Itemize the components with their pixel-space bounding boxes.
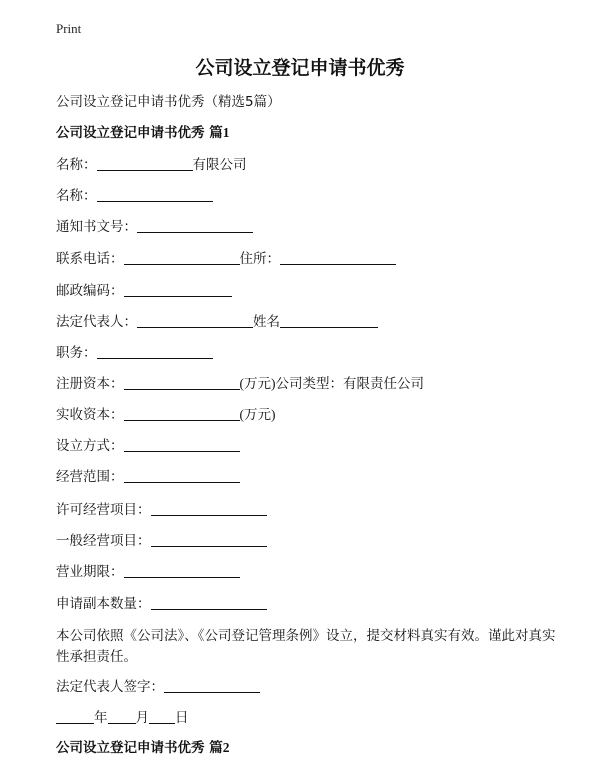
name1-suffix: 有限公司 bbox=[192, 157, 247, 173]
form-row-copies bbox=[56, 595, 267, 613]
scope-field[interactable] bbox=[124, 468, 240, 483]
zip-field[interactable] bbox=[124, 282, 232, 297]
name1-label: 名称： bbox=[56, 157, 97, 173]
rep-name-label: 姓名 bbox=[253, 314, 280, 330]
year-field[interactable] bbox=[56, 709, 94, 724]
phone-field[interactable] bbox=[124, 250, 240, 265]
phone-label: 联系电话： bbox=[56, 251, 124, 267]
page-title: 公司设立登记申请书优秀 bbox=[195, 57, 405, 79]
licensed-label: 许可经营项目： bbox=[56, 502, 151, 518]
position-label: 职务： bbox=[56, 345, 97, 361]
signature-row bbox=[56, 678, 260, 696]
copies-label: 申请副本数量： bbox=[56, 596, 151, 612]
date-row bbox=[56, 709, 189, 727]
month-field[interactable] bbox=[108, 709, 136, 724]
address-field[interactable] bbox=[280, 250, 396, 265]
company-type-label: 公司类型：有限责任公司 bbox=[275, 376, 424, 392]
licensed-field[interactable] bbox=[151, 501, 267, 516]
paid-field[interactable] bbox=[124, 406, 240, 421]
notice-label: 通知书文号： bbox=[56, 219, 137, 235]
capital-unit: (万元) bbox=[239, 376, 276, 391]
name2-field[interactable] bbox=[97, 187, 213, 202]
day-label: 日 bbox=[175, 710, 189, 726]
form-row-zip bbox=[56, 282, 232, 300]
form-row-rep bbox=[56, 313, 378, 331]
form-row-phone bbox=[56, 250, 396, 268]
form-row-method bbox=[56, 437, 240, 455]
rep-name-field[interactable] bbox=[280, 313, 378, 328]
method-label: 设立方式： bbox=[56, 438, 124, 454]
form-row-notice bbox=[56, 218, 253, 236]
section-heading-text: 公司设立登记申请书优秀 bbox=[56, 125, 210, 141]
month-label: 月 bbox=[135, 710, 149, 726]
form-row-term bbox=[56, 563, 240, 581]
copies-field[interactable] bbox=[151, 595, 267, 610]
year-label: 年 bbox=[94, 710, 108, 726]
section-heading-number: 篇2 bbox=[209, 740, 230, 755]
form-row-paid bbox=[56, 406, 276, 424]
name2-label: 名称： bbox=[56, 188, 97, 204]
form-row-name1 bbox=[56, 156, 247, 174]
signature-field[interactable] bbox=[164, 678, 260, 693]
notice-field[interactable] bbox=[137, 218, 253, 233]
paid-unit: (万元) bbox=[239, 407, 276, 422]
day-field[interactable] bbox=[149, 709, 175, 724]
section-heading-2 bbox=[56, 739, 229, 757]
form-row-general bbox=[56, 532, 267, 550]
general-label: 一般经营项目： bbox=[56, 533, 151, 549]
address-label: 住所： bbox=[239, 251, 280, 267]
section-heading-text: 公司设立登记申请书优秀 bbox=[56, 740, 210, 756]
name1-field[interactable] bbox=[97, 156, 193, 171]
scope-label: 经营范围： bbox=[56, 469, 124, 485]
form-row-name2 bbox=[56, 187, 213, 205]
capital-field[interactable] bbox=[124, 375, 240, 390]
term-field[interactable] bbox=[124, 563, 240, 578]
form-row-position bbox=[56, 344, 213, 362]
rep-label: 法定代表人： bbox=[56, 314, 137, 330]
capital-label: 注册资本： bbox=[56, 376, 124, 392]
subtitle: 公司设立登记申请书优秀（精选5篇） bbox=[56, 94, 281, 110]
print-link[interactable]: Print bbox=[56, 21, 82, 36]
signature-label-text: 法定代表人签字： bbox=[56, 679, 164, 695]
position-field[interactable] bbox=[97, 344, 213, 359]
form-row-capital bbox=[56, 375, 424, 393]
form-row-scope bbox=[56, 468, 240, 486]
form-row-licensed bbox=[56, 501, 267, 519]
general-field[interactable] bbox=[151, 532, 267, 547]
term-label: 营业期限： bbox=[56, 564, 124, 580]
section-heading-number: 篇1 bbox=[209, 125, 230, 140]
rep-field[interactable] bbox=[137, 313, 253, 328]
zip-label: 邮政编码： bbox=[56, 283, 124, 299]
paid-label: 实收资本： bbox=[56, 407, 124, 423]
declaration-paragraph: 本公司依照《公司法》、《公司登记管理条例》设立，提交材料真实有效。谨此对真实性承担责任。 bbox=[56, 628, 556, 665]
section-heading-1 bbox=[56, 124, 229, 142]
method-field[interactable] bbox=[124, 437, 240, 452]
